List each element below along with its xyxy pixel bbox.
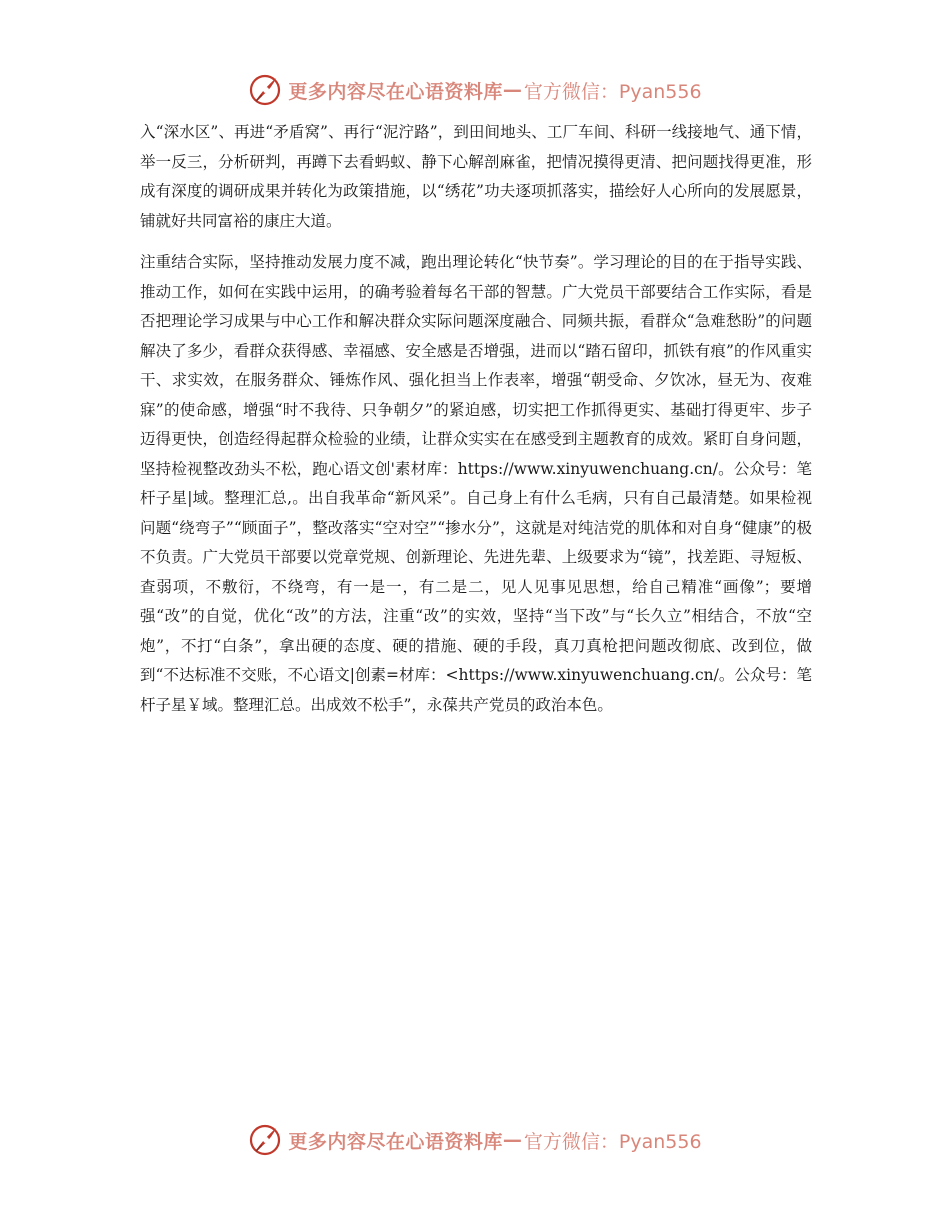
footer-banner: [0, 1120, 950, 1160]
footer-wechat: 官方微信：Pyan556: [523, 1130, 702, 1153]
footer-separator: —: [502, 1129, 522, 1151]
paragraph: 入“深水区”、再进“矛盾窝”、再行“泥泞路”，到田间地头、工厂车间、科研一线接地气、通下情，举一反三，分析研判，再蹲下去看蚂蚁、静下心解剖麻雀，把情况摸得更清、把问题找得更准，形成有深度的调研成果并转化为政策措施，以“绣花”功夫逐项抓落实，描绘好人心所向的发展愿景，铺就好共同富裕的康庄大道。: [140, 123, 812, 230]
quill-pen-logo-icon: [248, 1122, 284, 1158]
paragraph: 注重结合实际，坚持推动发展力度不减，跑出理论转化“快节奏”。学习理论的目的在于指导实践、推动工作，如何在实践中运用，的确考验着每名干部的智慧。广大党员干部要结合工作实际，看是否把理论学习成果与中心工作和解决群众实际问题深度融合、同频共振，看群众“急难愁盼”的问题解决了多少，看群众获得感、幸福感、安全感是否增强，进而以“踏石留印，抓铁有痕”的作风重实干、求实效，在服务群众、锤炼作风、强化担当上作表率，增强“朝受命、夕饮冰，昼无为、夜难寐”的使命感，增强“时不我待、只争朝夕”的紧迫感，切实把工作抓得更实、基础打得更牢、步子迈得更快，创造经得起群众检验的业绩，让群众实实在在感受到主题教育的成效。紧盯自身问题，坚持检视整改劲头不松，跑心语文创'素材库：https://www.xinyuwenchuang.cn/。公众号：笔杆子星|域。整理汇总,。出自我革命“新风采”。自己身上有什么毛病，只有自己最清楚。如果检视问题“绕弯子”“顾面子”，整改落实“空对空”“掺水分”，这就是对纯洁党的肌体和对自身“健康”的极不负责。广大党员干部要以党章党规、创新理论、先进先辈、上级要求为“镜”，找差距、寻短板、查弱项，不敷衍，不绕弯，有一是一，有二是二，见人见事见思想，给自己精准“画像”；要增强“改”的自觉，优化“改”的方法，注重“改”的实效，坚持“当下改”与“长久立”相结合，不放“空炮”，不打“白条”，拿出硬的态度、硬的措施、硬的手段，真刀真枪把问题改彻底、改到位，做到“不达标准不交账，不心语文|创素=材库：<https://www.xinyuwenchuang.cn/。公众号：笔杆子星￥域。整理汇总。出成效不松手”，永葆共产党员的政治本色。: [140, 253, 812, 714]
quill-pen-logo-icon: [248, 72, 284, 108]
article-body: [140, 118, 812, 732]
header-wechat: 官方微信：Pyan556: [523, 80, 702, 103]
header-slogan: 更多内容尽在心语资料库: [288, 80, 503, 103]
footer-slogan: 更多内容尽在心语资料库: [288, 1130, 503, 1153]
header-banner: [0, 70, 950, 110]
header-separator: —: [502, 79, 522, 101]
